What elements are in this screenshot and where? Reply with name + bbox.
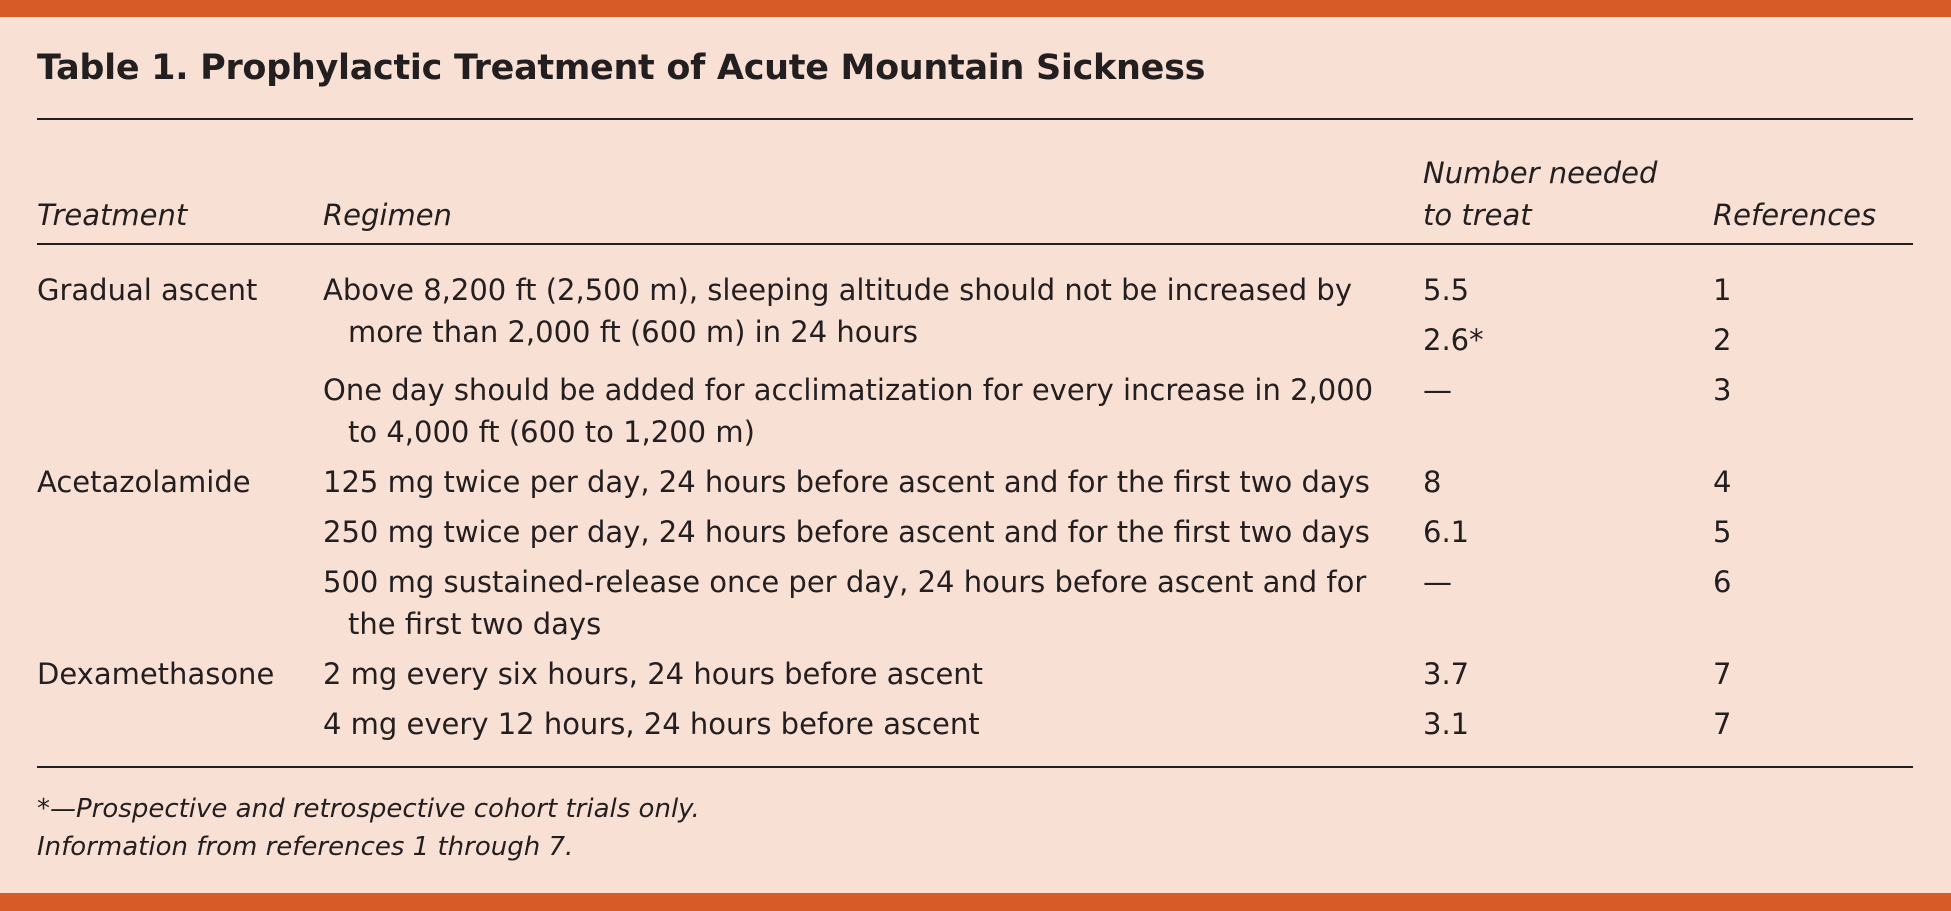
nnt-cell: — — [1423, 373, 1452, 407]
table-bottom-rule — [37, 766, 1913, 768]
nnt-cell: 3.7 — [1423, 657, 1470, 691]
nnt-cell: 5.5 — [1423, 273, 1470, 307]
regimen-cell — [323, 703, 1393, 745]
nnt-cell: — — [1423, 565, 1452, 599]
reference-cell: 6 — [1713, 565, 1732, 599]
regimen-line: Above 8,200 ft (2,500 m), sleeping altitude should not be increased by — [323, 273, 1352, 307]
nnt-cell: 8 — [1423, 465, 1442, 499]
regimen-line-continued: the first two days — [348, 607, 602, 641]
reference-cell: 2 — [1713, 323, 1732, 357]
bottom-accent-bar — [0, 893, 1951, 911]
table-title: Table 1. Prophylactic Treatment of Acute Mountain Sickness — [37, 48, 1206, 88]
footnote-asterisk: *—Prospective and retrospective cohort trials only. — [37, 794, 700, 824]
reference-cell: 7 — [1713, 657, 1732, 691]
regimen-line: 125 mg twice per day, 24 hours before ascent and for the first two days — [323, 465, 1370, 499]
header-regimen: Regimen — [323, 198, 452, 232]
regimen-cell — [323, 269, 1393, 353]
regimen-line-continued: more than 2,000 ft (600 m) in 24 hours — [348, 315, 918, 349]
regimen-line: 500 mg sustained-release once per day, 24 hours before ascent and for — [323, 565, 1367, 599]
header-rule — [37, 243, 1913, 245]
treatment-cell: Gradual ascent — [37, 273, 258, 307]
reference-cell: 5 — [1713, 515, 1732, 549]
top-accent-bar — [0, 0, 1951, 17]
header-treatment: Treatment — [37, 198, 188, 232]
regimen-cell — [323, 653, 1393, 695]
treatment-cell: Dexamethasone — [37, 657, 275, 691]
regimen-line: 250 mg twice per day, 24 hours before ascent and for the first two days — [323, 515, 1370, 549]
reference-cell: 7 — [1713, 707, 1732, 741]
reference-cell: 1 — [1713, 273, 1732, 307]
reference-cell: 3 — [1713, 373, 1732, 407]
nnt-cell: 6.1 — [1423, 515, 1470, 549]
header-references: References — [1713, 198, 1877, 232]
regimen-line: 2 mg every six hours, 24 hours before ascent — [323, 657, 984, 691]
regimen-cell — [323, 511, 1393, 553]
regimen-cell — [323, 461, 1393, 503]
regimen-line: One day should be added for acclimatization for every increase in 2,000 — [323, 373, 1374, 407]
nnt-cell: 2.6* — [1423, 323, 1484, 357]
header-nnt-line2: to treat — [1423, 198, 1532, 232]
footnote-source: Information from references 1 through 7. — [37, 832, 574, 862]
treatment-cell: Acetazolamide — [37, 465, 251, 499]
regimen-line-continued: to 4,000 ft (600 to 1,200 m) — [348, 415, 755, 449]
reference-cell: 4 — [1713, 465, 1732, 499]
nnt-cell: 3.1 — [1423, 707, 1470, 741]
regimen-line: 4 mg every 12 hours, 24 hours before ascent — [323, 707, 980, 741]
regimen-cell — [323, 561, 1393, 645]
title-rule — [37, 118, 1913, 120]
regimen-cell — [323, 369, 1393, 453]
header-nnt-line1: Number needed — [1423, 156, 1658, 190]
